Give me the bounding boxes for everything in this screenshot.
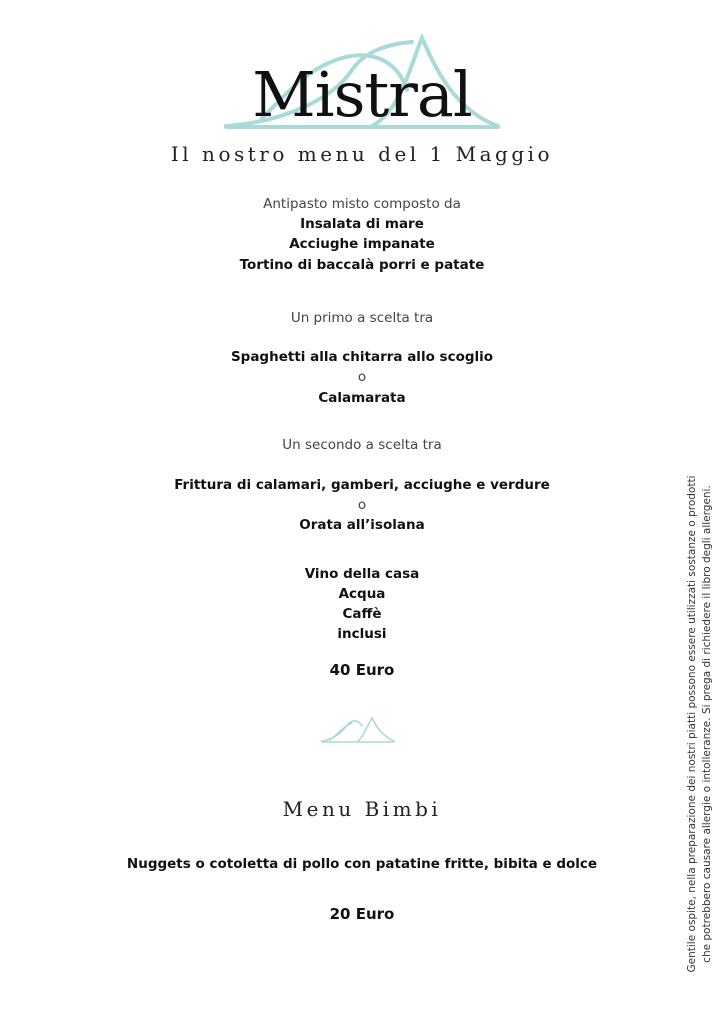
primo-option-2: Calamarata [318, 390, 406, 406]
secondo-option-2: Orata all’isolana [299, 517, 425, 533]
drink-item: Caffè [342, 606, 382, 622]
primo-intro: Un primo a scelta tra [290, 310, 434, 326]
secondo-option-1: Frittura di calamari, gamberi, acciughe e verdure [174, 477, 550, 493]
primo-or: o [357, 369, 367, 385]
page-title: Il nostro menu del 1 Maggio [170, 142, 554, 166]
brand-name: Mistral [252, 58, 472, 131]
secondo-or: o [357, 497, 367, 513]
antipasto-item: Insalata di mare [300, 216, 424, 232]
drink-item: Acqua [338, 586, 386, 602]
antipasto-intro: Antipasto misto composto da [263, 196, 461, 212]
secondo-intro: Un secondo a scelta tra [282, 437, 442, 453]
allergen-note-line: che potrebbero causare allergie o intolleranze. Si prega di richiedere il libro degli allergeni. [701, 485, 713, 963]
primo-option-1: Spaghetti alla chitarra allo scoglio [230, 349, 494, 365]
menu-price: 40 Euro [329, 661, 395, 679]
logo [222, 30, 502, 132]
antipasto-item: Acciughe impanate [289, 236, 435, 252]
kids-menu-price: 20 Euro [329, 905, 395, 923]
antipasto-item: Tortino di baccalà porri e patate [239, 257, 485, 273]
allergen-note-line: Gentile ospite, nella preparazione dei nostri piatti possono essere utilizzati sostanze o prodotti [686, 475, 698, 973]
wave-divider-icon [320, 714, 396, 744]
drink-item: Vino della casa [304, 566, 420, 582]
kids-menu-description: Nuggets o cotoletta di pollo con patatine fritte, bibita e dolce [126, 856, 598, 872]
drink-item: inclusi [337, 626, 387, 642]
allergen-note [685, 464, 715, 984]
kids-menu-title: Menu Bimbi [282, 797, 442, 821]
